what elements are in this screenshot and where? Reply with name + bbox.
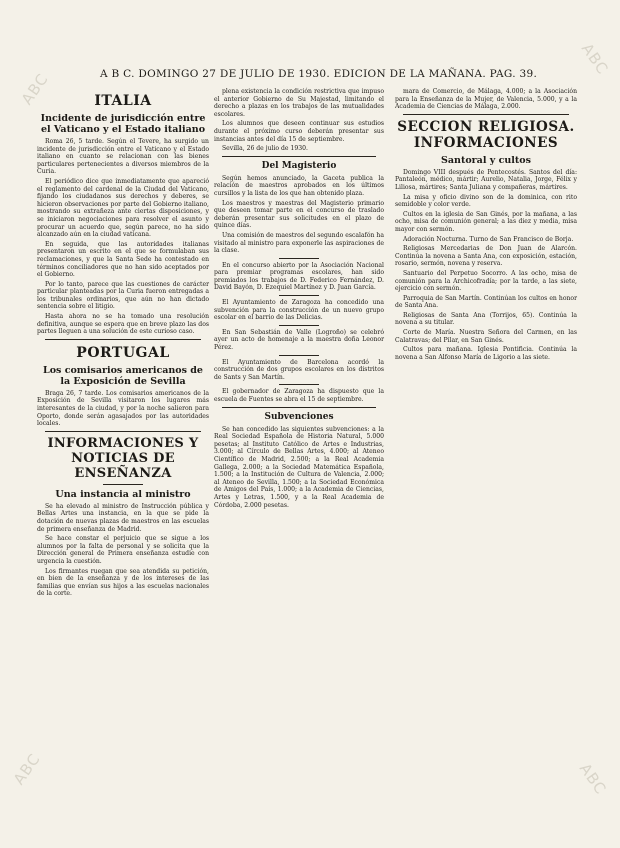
- article-paragraph: En San Sebastián de Valle (Logroño) se celebró ayer un acto de homenaje a la maestra doña Leonor Pérez.: [214, 328, 384, 352]
- headline-portugal: Los comisarios americanos de la Exposición de Sevilla: [43, 364, 203, 387]
- watermark-abc: ABC: [576, 760, 611, 798]
- article-paragraph: El Ayuntamiento de Barcelona acordó la construcción de dos grupos escolares en los distritos de Sants y San Martín.: [214, 358, 384, 381]
- article-paragraph: Se hace constar el perjuicio que se sigue a los alumnos por la falta de personal y se solicita que la Dirección general de Primera enseñanza estudie con urgencia la cuestión.: [37, 535, 209, 565]
- article-paragraph: Una comisión de maestros del segundo escalafón ha visitado al ministro para exponerle las aspiraciones de la clase.: [214, 231, 384, 255]
- watermark-abc: ABC: [578, 40, 613, 78]
- divider: [403, 114, 569, 115]
- article-paragraph: Los firmantes ruegan que sea atendida su petición, en bien de la enseñanza y de los intereses de las familias que envían sus hijos a las escuelas nacionales de la corte.: [37, 567, 209, 598]
- headline-instancia: Una instancia al ministro: [55, 488, 191, 500]
- divider: [279, 384, 319, 385]
- divider: [279, 295, 319, 296]
- article-paragraph: Domingo VIII después de Pentecostés. Santos del día: Pantaleón, médico, mártir; Aurelio, Natalia, Jorge, Félix y Liliosa, mártires; Santa Juliana y compañeras, mártires.: [395, 168, 577, 191]
- dateline: Sevilla, 26 de julio de 1930.: [222, 145, 308, 153]
- article-paragraph: El gobernador de Zaragoza ha dispuesto que la escuela de Fuentes se abra el 15 de septiembre.: [214, 388, 384, 403]
- headline-subvenciones: Subvenciones: [264, 411, 334, 422]
- article-paragraph: Religiosas Mercedarias de Don Juan de Alarcón. Continúa la novena a Santa Ana, con exposición, estación, rosario, sermón, novena y reserva.: [395, 245, 577, 268]
- article-paragraph: El Ayuntamiento de Zaragoza ha concedido una subvención para la construcción de un nuevo grupo escolar en el barrio de las Delicias.: [214, 299, 384, 322]
- watermark-abc: ABC: [9, 750, 44, 788]
- article-paragraph: Se han concedido las siguientes subvenciones: a la Real Sociedad Española de Historia Natural, 5.000 pesetas; al Instituto Católico de Artes e Industrias, 3.000; al Círculo de Bellas Artes, 4.000; al Ateneo Científico de Madrid, 2.500; a la Real Academia Gallega, 2.000; a la Sociedad Matemática Española, 1.500; a la Institución de Cultura de Valencia, 2.000; al Ateneo de Sevilla, 1.500; a la Sociedad Económica de Amigos del País, 1.000; a la Academia de Ciencias, Artes y Letras, 1.500, y a la Real Academia de Córdoba, 2.000 pesetas.: [214, 425, 384, 509]
- article-paragraph: Hasta ahora no se ha tomado una resolución definitiva, aunque se espera que en breve plazo las dos partes lleguen a una solución de este curioso caso.: [37, 313, 209, 336]
- divider: [279, 258, 319, 259]
- section-title-italia: ITALIA: [94, 93, 152, 109]
- divider: [279, 355, 319, 356]
- section-title-portugal: PORTUGAL: [76, 344, 170, 361]
- article-paragraph: Parroquia de San Martín. Continúan los cultos en honor de Santa Ana.: [395, 294, 577, 310]
- headline-santoral: Santoral y cultos: [441, 154, 531, 166]
- article-paragraph: Cultos en la iglesia de San Ginés, por la mañana, a las ocho, misa de comunión general; a las diez y media, misa mayor con sermón.: [395, 210, 577, 233]
- article-paragraph: Corte de María. Nuestra Señora del Carmen, en las Calatravas; del Pilar, en San Ginés.: [395, 329, 577, 344]
- divider: [45, 339, 201, 340]
- headline-italia: Incidente de jurisdicción entre el Vaticano y el Estado italiano: [40, 113, 206, 135]
- watermark-abc: ABC: [17, 70, 52, 108]
- article-paragraph: Se ha elevado al ministro de Instrucción pública y Bellas Artes una instancia, en la que se pide la dotación de nuevas plazas de maestros en las escuelas de primera enseñanza de Madrid.: [37, 502, 209, 533]
- section-title-informaciones: INFORMACIONES Y NOTICIAS DE ENSEÑANZA: [47, 435, 199, 481]
- article-paragraph: Los alumnos que deseen continuar sus estudios durante el próximo curso deberán presentar sus instancias antes del día 15 de septiembre.: [214, 120, 384, 143]
- article-paragraph: El periódico dice que inmediatamente que apareció el reglamento del cardenal de la Ciudad del Vaticano, fijando los ciudadanos sus derechos y deberes, se hicieron observaciones por parte del Gobierno italiano, mostrando su extrañeza ante ciertas disposiciones, y se iniciaron negociaciones para resolver el asunto y procurar un acuerdo que, según parece, no ha sido alcanzado aún en la ciudad vaticana.: [37, 177, 209, 239]
- column-1: [37, 88, 209, 600]
- page-header: A B C. DOMINGO 27 DE JULIO DE 1930. EDICION DE LA MAÑANA. PAG. 39.: [100, 68, 538, 80]
- article-paragraph: Roma 26, 5 tarde. Según el Tevere, ha surgido un incidente de jurisdicción entre el Vaticano y el Estado italiano en cuanto se relacionan con las bienes particulares pertenecientes a diversos miembros de la Curia.: [37, 138, 209, 176]
- divider: [45, 431, 201, 432]
- column-2: [214, 88, 384, 511]
- article-paragraph: Los maestros y maestras del Magisterio primario que deseen tomar parte en el concurso de traslado deberán presentar sus solicitudes en el plazo de quince días.: [214, 199, 384, 230]
- column-3: [395, 88, 577, 363]
- article-paragraph: En el concurso abierto por la Asociación Nacional para premiar programas escolares, han sido premiados los trabajos de D. Federico Fernández, D. David Bayón, D. Ezequiel Martínez y D. Juan García.: [214, 261, 384, 292]
- section-title-religiosa: SECCION RELIGIOSA. INFORMACIONES: [397, 118, 575, 151]
- article-paragraph: Por lo tanto, parece que las cuestiones de carácter particular planteadas por la Curia fueron entregadas a los tribunales ordinarios, que aún no han dictado sentencia sobre el litigio.: [37, 280, 209, 311]
- article-paragraph: plena existencia la condición restrictiva que impuso el anterior Gobierno de Su Majestad, limitando el derecho a plazas en los trabajos de las mutualidades escolares.: [214, 88, 384, 118]
- article-paragraph: Cultos para mañana. Iglesia Pontificia. Continúa la novena a San Alfonso María de Ligorio a las siete.: [395, 346, 577, 361]
- headline-magisterio: Del Magisterio: [261, 160, 337, 171]
- article-paragraph: mara de Comercio, de Málaga, 4.000; a la Asociación para la Enseñanza de la Mujer, de Valencia, 5.000, y a la Academia de Ciencias de Málaga, 2.000.: [395, 88, 577, 111]
- article-paragraph: Religiosas de Santa Ana (Torrijos, 65). Continúa la novena a su titular.: [395, 311, 577, 327]
- article-paragraph: Según hemos anunciado, la Gaceta publica la relación de maestros aprobados en los últimos cursillos y la lista de los que han obtenido plaza.: [214, 174, 384, 197]
- article-paragraph: En seguida, que las autoridades italianas presentaron un escrito en el que se formulaban sus reclamaciones, y que la Santa Sede ha contestado en términos conciliadores que no han sido aceptados por el Gobierno.: [37, 240, 209, 279]
- divider: [222, 407, 376, 408]
- divider: [103, 484, 143, 485]
- divider: [222, 156, 376, 157]
- article-paragraph: Adoración Nocturna. Turno de San Francisco de Borja.: [403, 235, 574, 243]
- divider: [279, 325, 319, 326]
- article-paragraph: Santuario del Perpetuo Socorro. A las ocho, misa de comunión para la Archicofradía; por la tarde, a las siete, ejercicio con sermón.: [395, 269, 577, 293]
- article-paragraph: Braga 26, 7 tarde. Los comisarios americanos de la Exposición de Sevilla visitaron los lugares más interesantes de la ciudad, y por la noche salieron para Oporto, donde serán agasajados por las autoridades locales.: [37, 389, 209, 428]
- article-paragraph: La misa y oficio divino son de la dominica, con rito semidoble y color verde.: [395, 193, 577, 209]
